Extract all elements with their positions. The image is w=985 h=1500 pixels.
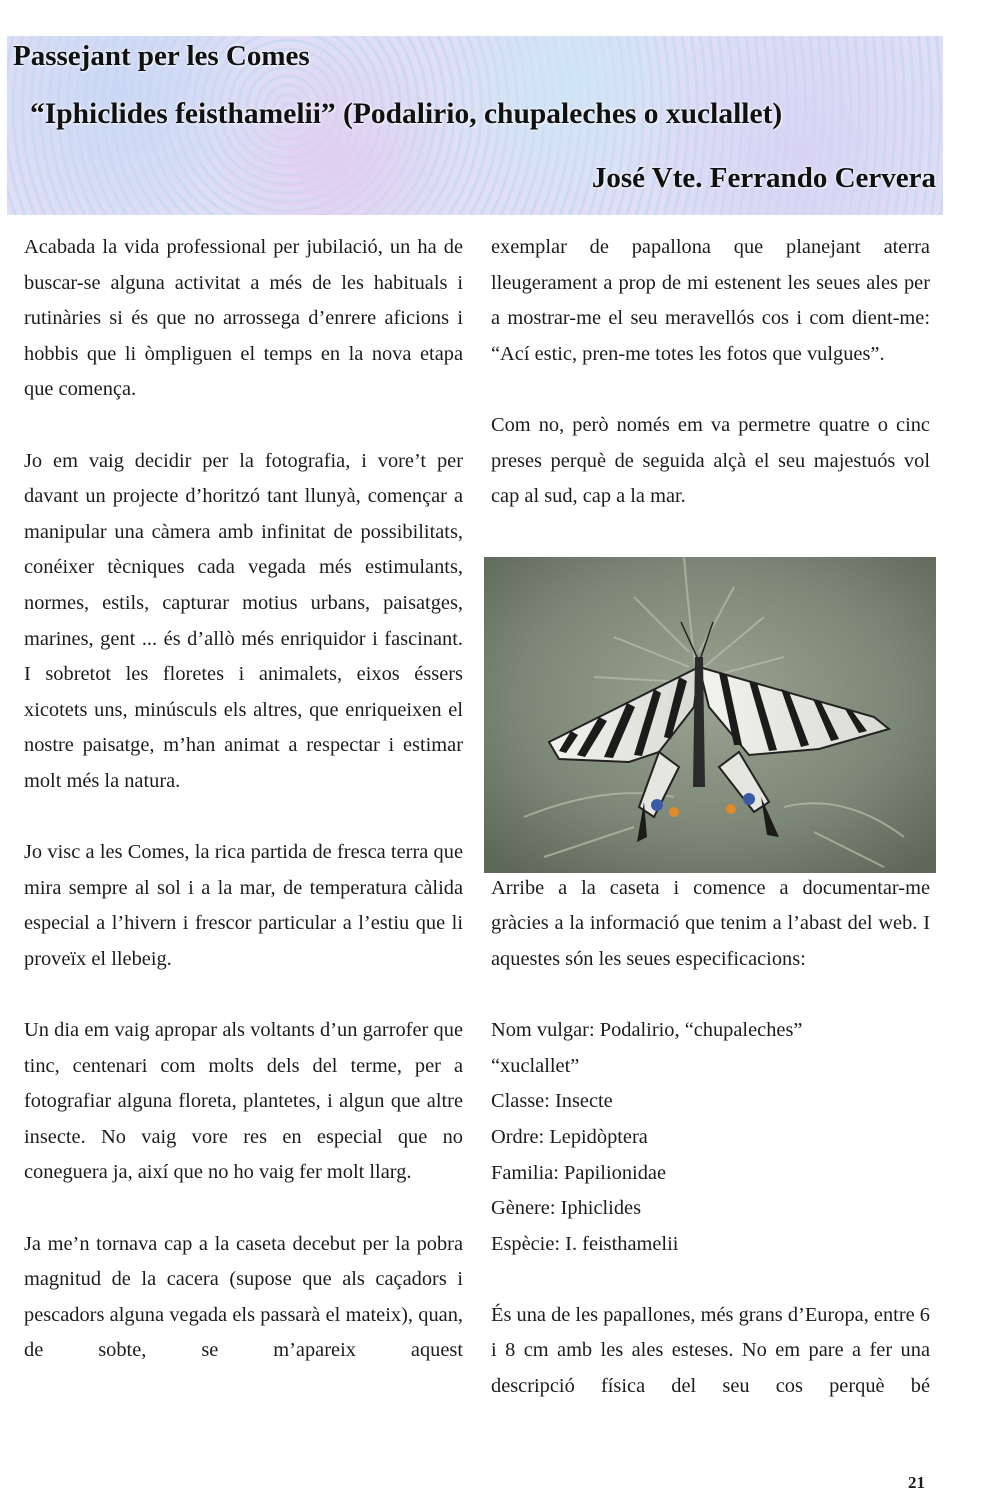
- spec-line: Gènere: Iphiclides: [491, 1197, 642, 1220]
- species-specs: [491, 1013, 930, 1262]
- spec-line: Familia: Papilionidae: [491, 1161, 666, 1184]
- paragraph: És una de les papallones, més grans d’Europa, entre 6 i 8 cm amb les ales esteses. No em pare a fer una descripció física del seu cos perquè bé: [491, 1303, 930, 1398]
- paragraph: Acabada la vida professional per jubilació, un ha de buscar-se alguna activitat a més de les habituals i rutinàries si és que no arrossega d’enrere aficions i hobbis que li òmpliguen el temps en la nova etapa que comença.: [24, 236, 463, 401]
- paragraph: Arribe a la caseta i comence a documentar-me gràcies a la informació que tenim a l’abast del web. I aquestes són les seues especificacions:: [491, 876, 930, 970]
- article-title: “Iphiclides feisthamelii” (Podalirio, chupaleches o xuclallet): [30, 98, 783, 130]
- spec-line: Ordre: Lepidòptera: [491, 1125, 648, 1148]
- paragraph: Com no, però només em va permetre quatre o cinc preses perquè de seguida alçà el seu majestuós vol cap al sud, cap a la mar.: [491, 413, 930, 508]
- section-title: Passejant per les Comes: [13, 40, 310, 72]
- spec-line: Classe: Insecte: [491, 1090, 613, 1113]
- paragraph: Un dia em vaig apropar als voltants d’un garrofer que tinc, centenari com molts dels del terme, per a fotografiar alguna floreta, plantetes, i algun que altre insecte. No vaig vore res en especial que no coneguera ja, així que no ho vaig fer molt llarg.: [24, 1019, 463, 1184]
- left-column: [24, 230, 463, 1369]
- article-author: José Vte. Ferrando Cervera: [591, 162, 936, 194]
- spec-line: “xuclallet”: [491, 1054, 580, 1077]
- article-header: [7, 36, 943, 215]
- paragraph: Jo em vaig decidir per la fotografia, i vore’t per davant un projecte d’horitzó tant llunyà, començar a manipular una càmera amb infinitat de possibilitats, conéixer tècniques cada vegada més estimulants, normes, estils, capturar motius urbans, paisatges, marines, gent ... és d’allò més enriquidor i fascinant. I sobretot les floretes i animalets, eixos éssers xicotets uns, minúsculs els altres, que enriqueixen el nostre paisatge, m’han animat a respectar i estimar molt més la natura.: [24, 449, 463, 792]
- spec-line: Espècie: I. feisthamelii: [491, 1232, 679, 1255]
- paragraph: Ja me’n tornava cap a la caseta decebut per la pobra magnitud de la cacera (supose que als caçadors i pescadors alguna vegada els passarà el mateix), quan, de sobte, se m’apareix aquest: [24, 1232, 463, 1362]
- page-number: 21: [908, 1473, 925, 1492]
- paragraph: Jo visc a les Comes, la rica partida de fresca terra que mira sempre al sol i a la mar, de temperatura càlida especial a l’hivern i frescor particular a l’estiu que li proveïx el llebeig.: [24, 841, 463, 970]
- paragraph: exemplar de papallona que planejant aterra lleugerament a prop de mi estenent les seues ales per a mostrar-me el seu meravellós cos i com dient-me: “Ací estic, pren-me totes les fotos que vulgues”.: [491, 236, 930, 365]
- spec-line: Nom vulgar: Podalirio, “chupaleches”: [491, 1019, 803, 1042]
- butterfly-photo: [484, 557, 936, 873]
